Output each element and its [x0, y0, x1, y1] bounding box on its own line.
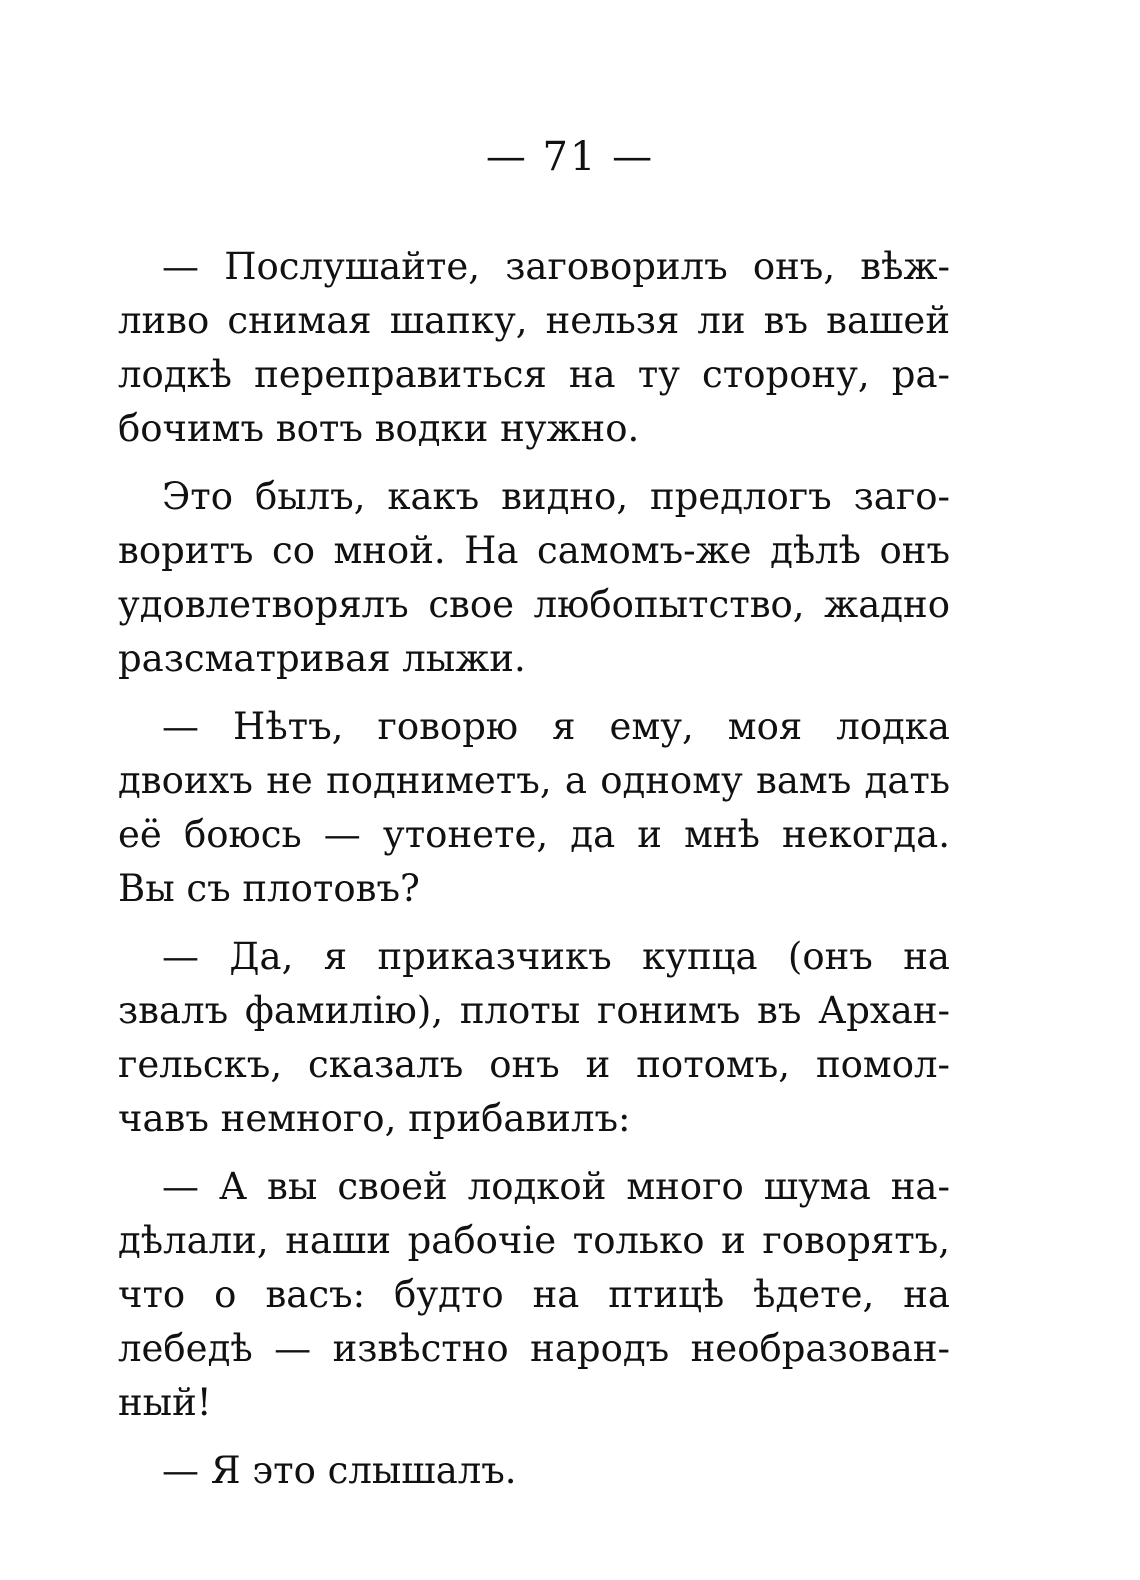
- text-line: воритъ со мной. На самомъ-же дѣлѣ онъ: [118, 529, 950, 572]
- paragraph: [118, 700, 950, 916]
- text-line: Это былъ, какъ видно, предлогъ заго-: [162, 475, 950, 518]
- text-line: — Да, я приказчикъ купца (онъ на: [162, 935, 950, 978]
- text-line: разсматривая лыжи.: [118, 637, 526, 680]
- text-line: ливо снимая шапку, нельзя ли въ вашей: [118, 299, 950, 342]
- paragraph: [118, 470, 950, 686]
- text-line: — А вы своей лодкой много шума на-: [162, 1165, 950, 1208]
- text-line: чавъ немного, прибавилъ:: [118, 1097, 631, 1140]
- text-line: Вы съ плотовъ?: [118, 867, 420, 910]
- paragraph: [118, 240, 950, 456]
- text-line: — Послушайте, заговорилъ онъ, вѣж-: [162, 245, 950, 288]
- text-line: — Я это слышалъ.: [162, 1449, 517, 1492]
- text-line: удовлетворялъ свое любопытство, жадно: [118, 583, 950, 626]
- paragraph: [118, 1160, 950, 1430]
- page-number: — 71 —: [485, 134, 655, 180]
- text-line: звалъ фамилію), плоты гонимъ въ Архан-: [118, 989, 950, 1032]
- body-text: [118, 240, 950, 1512]
- text-line: лодкѣ переправиться на ту сторону, ра-: [118, 353, 950, 396]
- text-line: её боюсь — утонете, да и мнѣ некогда.: [118, 813, 950, 856]
- text-line: двоихъ не подниметъ, а одному вамъ дать: [118, 759, 950, 802]
- text-line: лебедѣ — извѣстно народъ необразован-: [118, 1327, 950, 1370]
- text-line: ный!: [118, 1381, 212, 1424]
- paragraph: [118, 930, 950, 1146]
- paragraph: [118, 1444, 950, 1498]
- text-line: бочимъ вотъ водки нужно.: [118, 407, 640, 450]
- text-line: — Нѣтъ, говорю я ему, моя лодка: [162, 705, 950, 748]
- text-line: дѣлали, наши рабочіе только и говорятъ,: [118, 1219, 950, 1262]
- text-line: что о васъ: будто на птицѣ ѣдете, на: [118, 1273, 950, 1316]
- text-line: гельскъ, сказалъ онъ и потомъ, помол-: [118, 1043, 950, 1086]
